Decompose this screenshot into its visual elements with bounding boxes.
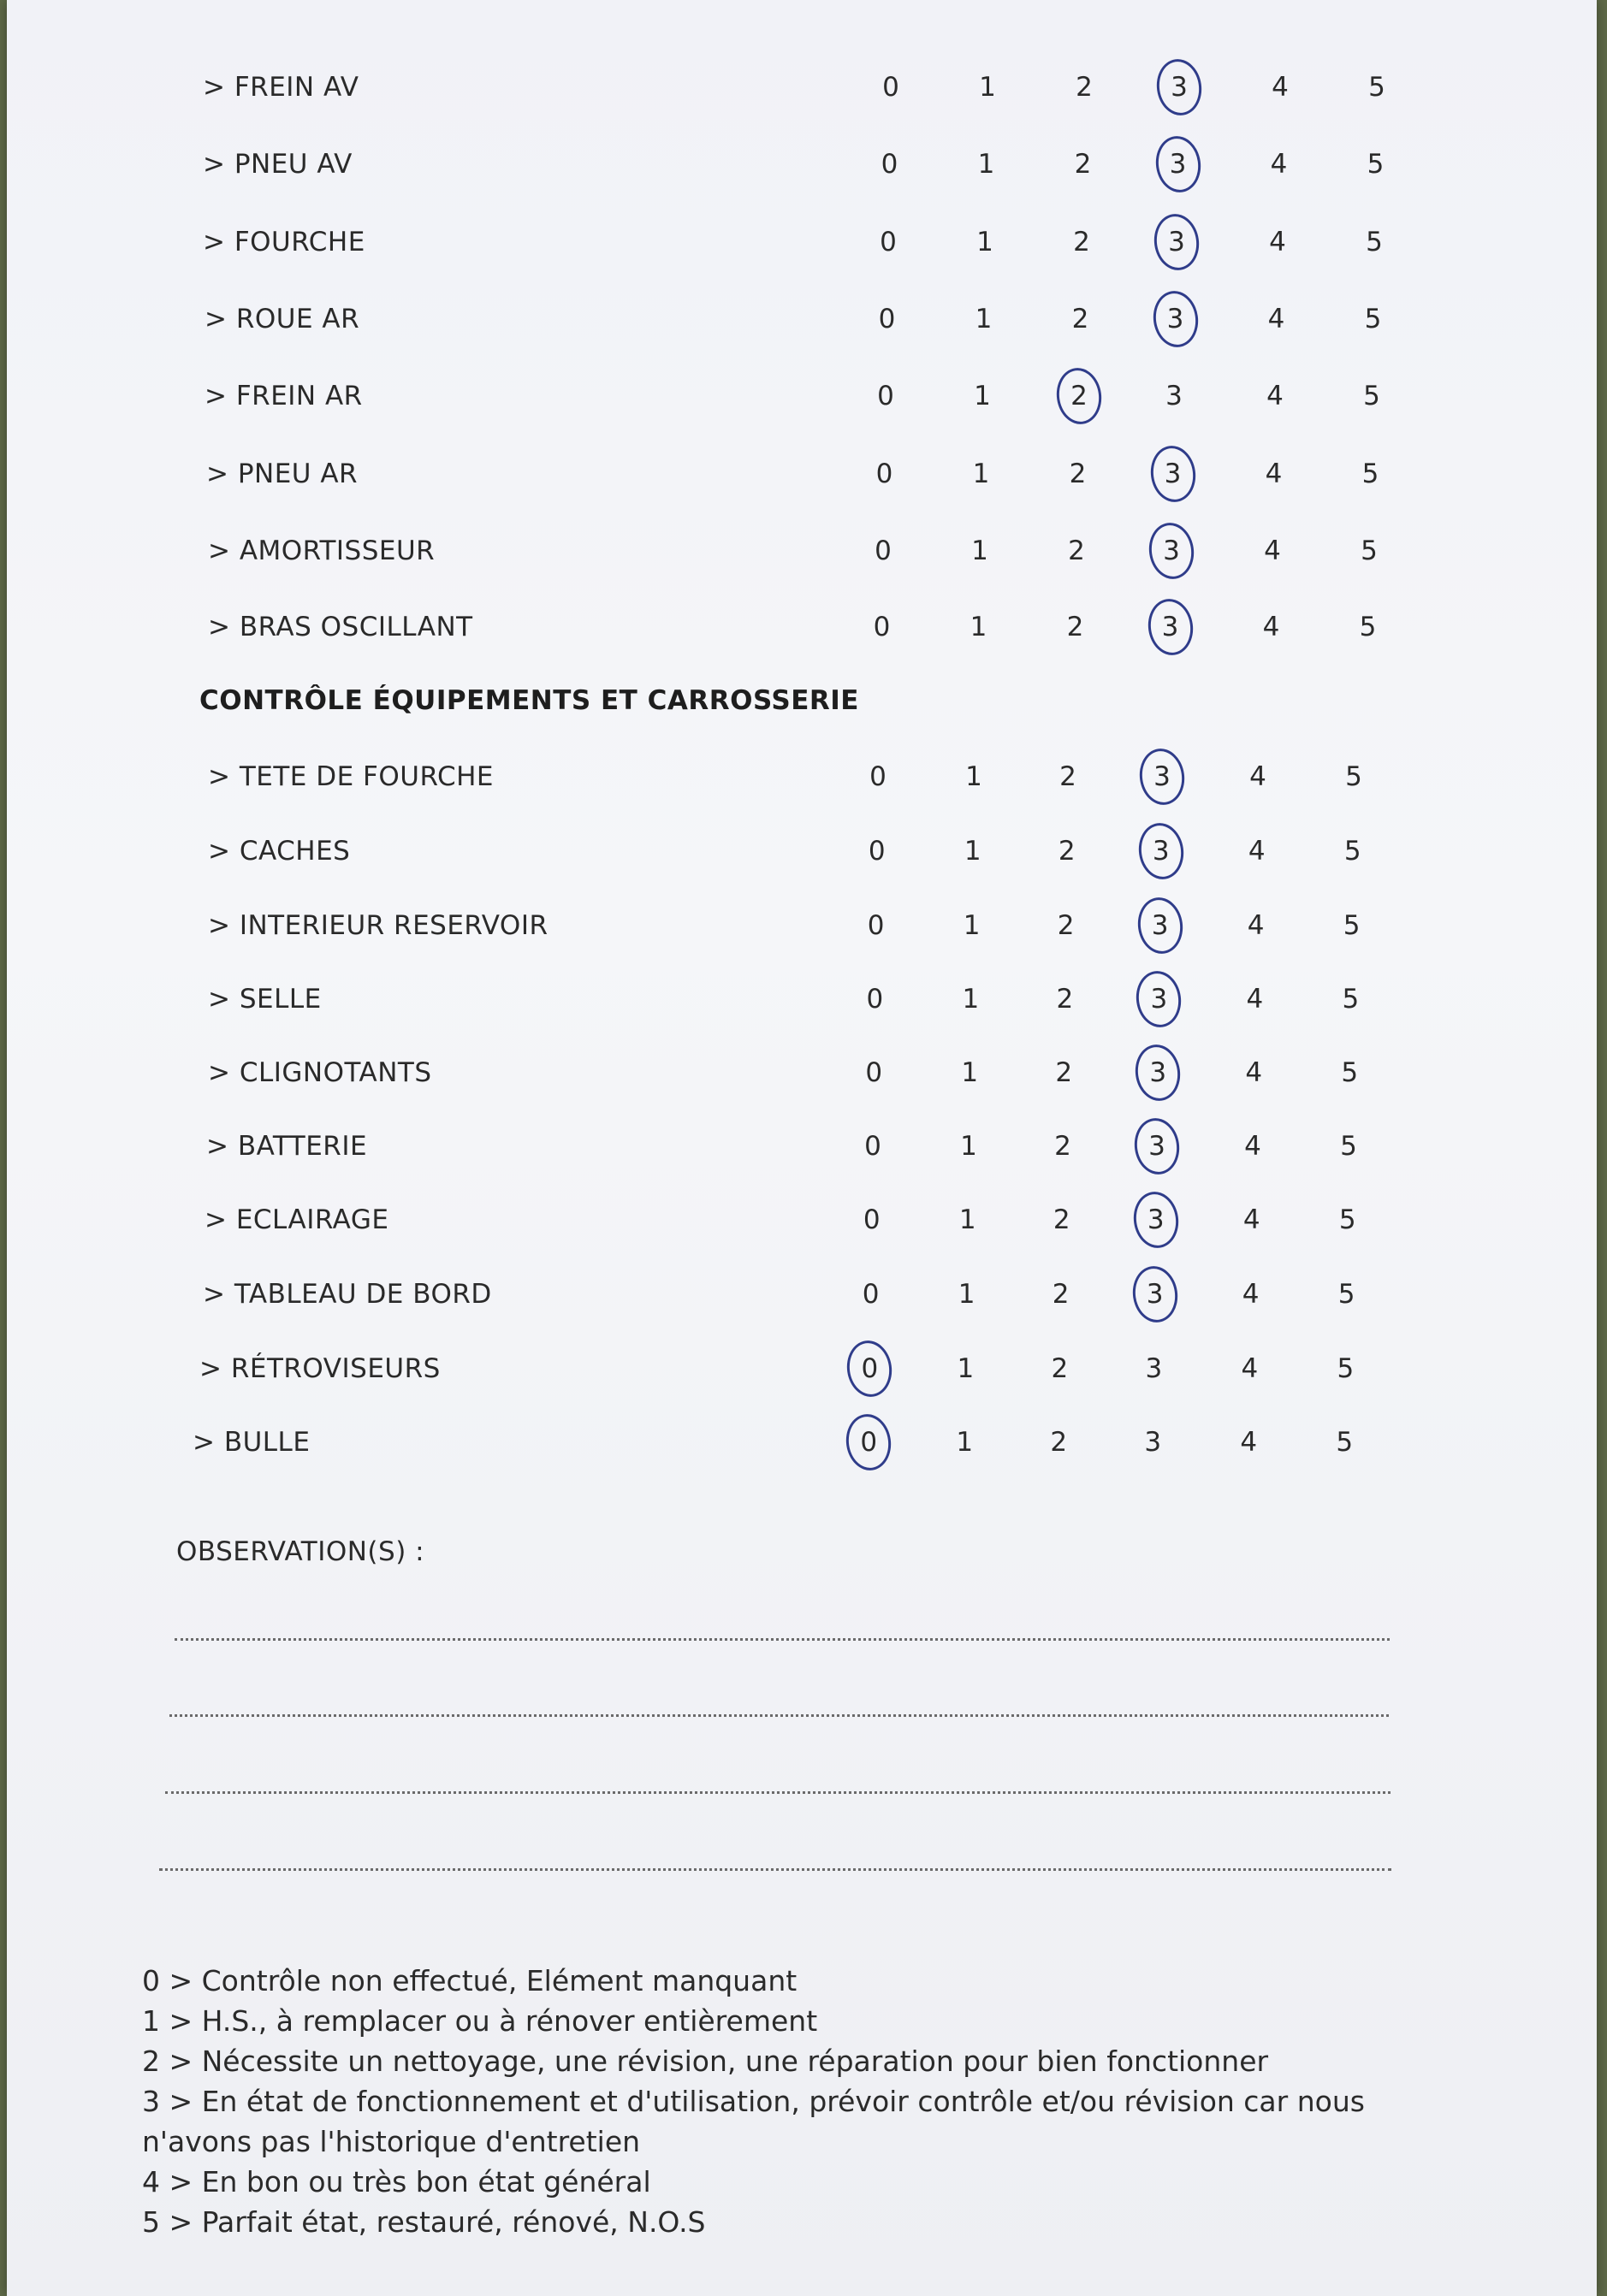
score-option[interactable]: 4 — [1262, 612, 1280, 642]
score-option[interactable]: 5 — [1367, 149, 1385, 180]
score-option[interactable]: 1 — [958, 1204, 976, 1235]
score-option[interactable]: 5 — [1359, 612, 1377, 642]
score-option[interactable]: 2 — [1071, 304, 1089, 334]
score-option[interactable]: 5 — [1340, 1131, 1357, 1162]
score-option[interactable]: 1 — [974, 381, 991, 411]
check-row — [7, 1190, 1597, 1250]
score-option[interactable]: 4 — [1242, 1204, 1260, 1235]
score-option[interactable]: 0 — [878, 304, 896, 334]
score-option[interactable]: 4 — [1270, 149, 1288, 180]
score-option[interactable]: 1 — [972, 459, 990, 489]
score-option[interactable]: 5 — [1364, 304, 1382, 334]
score-option[interactable]: 1 — [964, 836, 981, 867]
score-option-selected[interactable]: 3 — [1138, 1131, 1176, 1162]
score-option[interactable]: 4 — [1245, 1057, 1263, 1088]
score-option[interactable]: 1 — [976, 227, 993, 257]
score-option-selected[interactable]: 3 — [1160, 72, 1198, 103]
check-row — [7, 1264, 1597, 1324]
observation-line-2 — [169, 1714, 1389, 1717]
legend-line-3: 3 > En état de fonctionnement et d'utilisation, prévoir contrôle et/ou révision car nous — [142, 2085, 1365, 2118]
score-option[interactable]: 5 — [1361, 536, 1378, 566]
score-option[interactable]: 0 — [866, 984, 884, 1015]
score-option[interactable]: 5 — [1361, 459, 1379, 489]
score-option[interactable]: 5 — [1366, 227, 1383, 257]
score-option[interactable]: 0 — [869, 761, 887, 792]
score-option-selected[interactable]: 3 — [1137, 1204, 1175, 1235]
check-row — [7, 1043, 1597, 1103]
score-option[interactable]: 4 — [1246, 984, 1264, 1015]
score-option[interactable]: 2 — [1073, 227, 1090, 257]
check-label: > BRAS OSCILLANT — [208, 612, 473, 642]
score-option[interactable]: 5 — [1363, 381, 1380, 411]
score-option[interactable]: 2 — [1053, 1204, 1070, 1235]
score-option[interactable]: 4 — [1240, 1427, 1258, 1458]
score-option-selected[interactable]: 2 — [1060, 381, 1098, 411]
score-option[interactable]: 0 — [880, 227, 897, 257]
score-option[interactable]: 3 — [1165, 381, 1183, 411]
observations-label: OBSERVATION(S) : — [176, 1536, 425, 1567]
score-option-selected[interactable]: 3 — [1140, 984, 1177, 1015]
check-label: > RÉTROVISEURS — [199, 1353, 441, 1384]
check-label: > FOURCHE — [203, 227, 365, 257]
score-option[interactable]: 5 — [1343, 910, 1361, 941]
score-option[interactable]: 0 — [867, 910, 885, 941]
score-option[interactable]: 2 — [1054, 1131, 1071, 1162]
score-option[interactable]: 4 — [1264, 536, 1281, 566]
score-option[interactable]: 0 — [877, 381, 894, 411]
check-row — [7, 1412, 1597, 1472]
score-option[interactable]: 4 — [1272, 72, 1289, 103]
check-label: > AMORTISSEUR — [208, 536, 436, 566]
legend-line-2: 2 > Nécessite un nettoyage, une révision, une réparation pour bien fonctionner — [142, 2045, 1269, 2078]
score-option[interactable]: 2 — [1051, 1353, 1069, 1384]
check-row — [7, 521, 1597, 581]
score-option[interactable]: 5 — [1342, 984, 1360, 1015]
score-option[interactable]: 2 — [1058, 836, 1076, 867]
section-title: CONTRÔLE ÉQUIPEMENTS ET CARROSSERIE — [199, 685, 859, 716]
check-row — [7, 134, 1597, 194]
inspection-sheet — [7, 0, 1597, 2296]
check-label: > FREIN AV — [203, 72, 359, 103]
score-option[interactable]: 5 — [1368, 72, 1385, 103]
check-row — [7, 212, 1597, 272]
score-option[interactable]: 1 — [979, 72, 996, 103]
check-label: > TABLEAU DE BORD — [203, 1279, 492, 1310]
score-option[interactable]: 5 — [1343, 836, 1361, 867]
legend-line-0: 0 > Contrôle non effectué, Elément manquant — [142, 1964, 798, 1997]
score-option-selected[interactable]: 0 — [851, 1353, 888, 1384]
score-option[interactable]: 4 — [1265, 459, 1283, 489]
score-option[interactable]: 0 — [875, 536, 892, 566]
check-row — [7, 821, 1597, 881]
legend-line-5: 5 > Parfait état, restauré, rénové, N.O.S — [142, 2205, 706, 2239]
score-option[interactable]: 4 — [1242, 1279, 1260, 1310]
score-option-selected[interactable]: 3 — [1139, 1057, 1177, 1088]
legend-line-4: 4 > En bon ou très bon état général — [142, 2165, 651, 2198]
score-option[interactable]: 2 — [1052, 1279, 1070, 1310]
score-option[interactable]: 0 — [875, 459, 893, 489]
score-option[interactable]: 2 — [1057, 910, 1075, 941]
score-option[interactable]: 4 — [1244, 1131, 1261, 1162]
score-option[interactable]: 0 — [873, 612, 891, 642]
check-label: > CACHES — [208, 836, 351, 867]
score-option[interactable]: 2 — [1056, 984, 1074, 1015]
score-option[interactable]: 1 — [958, 1279, 975, 1310]
score-option[interactable]: 2 — [1066, 612, 1084, 642]
check-row — [7, 1116, 1597, 1176]
check-label: > SELLE — [208, 984, 322, 1015]
score-option-selected[interactable]: 3 — [1142, 836, 1180, 867]
score-option[interactable]: 4 — [1269, 227, 1286, 257]
score-option[interactable]: 5 — [1341, 1057, 1359, 1088]
observation-line-3 — [165, 1791, 1391, 1794]
score-option[interactable]: 0 — [881, 149, 898, 180]
check-label: > ROUE AR — [205, 304, 360, 334]
score-option-selected[interactable]: 3 — [1152, 612, 1189, 642]
check-label: > FREIN AR — [205, 381, 363, 411]
check-label: > PNEU AV — [203, 149, 353, 180]
score-option-selected[interactable]: 3 — [1154, 459, 1192, 489]
score-option-selected[interactable]: 3 — [1143, 761, 1181, 792]
score-option[interactable]: 2 — [1059, 761, 1076, 792]
check-row — [7, 969, 1597, 1029]
score-option[interactable]: 1 — [956, 1427, 974, 1458]
score-option[interactable]: 1 — [975, 304, 993, 334]
score-option[interactable]: 5 — [1337, 1353, 1355, 1384]
score-option[interactable]: 0 — [882, 72, 899, 103]
check-row — [7, 747, 1597, 807]
score-option[interactable]: 0 — [863, 1204, 881, 1235]
score-option[interactable]: 2 — [1069, 459, 1087, 489]
check-row — [7, 896, 1597, 956]
score-option[interactable]: 1 — [977, 149, 995, 180]
check-row — [7, 597, 1597, 657]
score-option[interactable]: 1 — [970, 612, 987, 642]
check-label: > ECLAIRAGE — [205, 1204, 389, 1235]
check-label: > TETE DE FOURCHE — [208, 761, 494, 792]
score-option[interactable]: 0 — [865, 1057, 883, 1088]
score-option-selected[interactable]: 3 — [1159, 149, 1197, 180]
score-option[interactable]: 1 — [965, 761, 982, 792]
check-row — [7, 1339, 1597, 1399]
score-option[interactable]: 5 — [1336, 1427, 1354, 1458]
score-option[interactable]: 2 — [1068, 536, 1085, 566]
score-option-selected[interactable]: 3 — [1153, 536, 1190, 566]
score-option-selected[interactable]: 0 — [850, 1427, 887, 1458]
score-option[interactable]: 0 — [862, 1279, 880, 1310]
score-option[interactable]: 1 — [960, 1131, 977, 1162]
score-option[interactable]: 4 — [1266, 381, 1284, 411]
legend-line-1: 1 > H.S., à remplacer ou à rénover entièrement — [142, 2004, 818, 2038]
score-option[interactable]: 1 — [963, 910, 981, 941]
score-option[interactable]: 1 — [957, 1353, 975, 1384]
score-option[interactable]: 1 — [962, 984, 980, 1015]
check-label: > BATTERIE — [206, 1131, 368, 1162]
score-option-selected[interactable]: 3 — [1157, 304, 1195, 334]
check-row — [7, 289, 1597, 349]
score-option[interactable]: 2 — [1055, 1057, 1073, 1088]
check-row — [7, 366, 1597, 426]
check-label: > BULLE — [193, 1427, 311, 1458]
observation-line-1 — [175, 1638, 1390, 1641]
score-option-selected[interactable]: 3 — [1142, 910, 1179, 941]
check-label: > CLIGNOTANTS — [208, 1057, 432, 1088]
score-option-selected[interactable]: 3 — [1158, 227, 1195, 257]
score-option[interactable]: 5 — [1345, 761, 1362, 792]
score-option[interactable]: 0 — [868, 836, 886, 867]
score-option[interactable]: 4 — [1241, 1353, 1259, 1384]
score-option[interactable]: 4 — [1247, 910, 1265, 941]
score-option[interactable]: 3 — [1144, 1427, 1162, 1458]
score-option[interactable]: 2 — [1074, 149, 1092, 180]
check-label: > INTERIEUR RESERVOIR — [208, 910, 549, 941]
score-option[interactable]: 5 — [1338, 1204, 1356, 1235]
score-option[interactable]: 2 — [1050, 1427, 1068, 1458]
score-option[interactable]: 4 — [1267, 304, 1285, 334]
legend-line-3-continued: n'avons pas l'historique d'entretien — [142, 2125, 641, 2158]
rating-legend — [142, 1961, 1426, 2242]
score-option-selected[interactable]: 3 — [1136, 1279, 1174, 1310]
observation-line-4 — [159, 1868, 1391, 1871]
score-option[interactable]: 4 — [1248, 836, 1266, 867]
check-label: > PNEU AR — [206, 459, 359, 489]
score-option[interactable]: 1 — [971, 536, 988, 566]
check-row — [7, 57, 1597, 117]
score-option[interactable]: 2 — [1076, 72, 1093, 103]
score-option[interactable]: 1 — [961, 1057, 979, 1088]
score-option[interactable]: 0 — [864, 1131, 881, 1162]
check-row — [7, 444, 1597, 504]
score-option[interactable]: 4 — [1249, 761, 1266, 792]
score-option[interactable]: 3 — [1145, 1353, 1163, 1384]
score-option[interactable]: 5 — [1337, 1279, 1355, 1310]
